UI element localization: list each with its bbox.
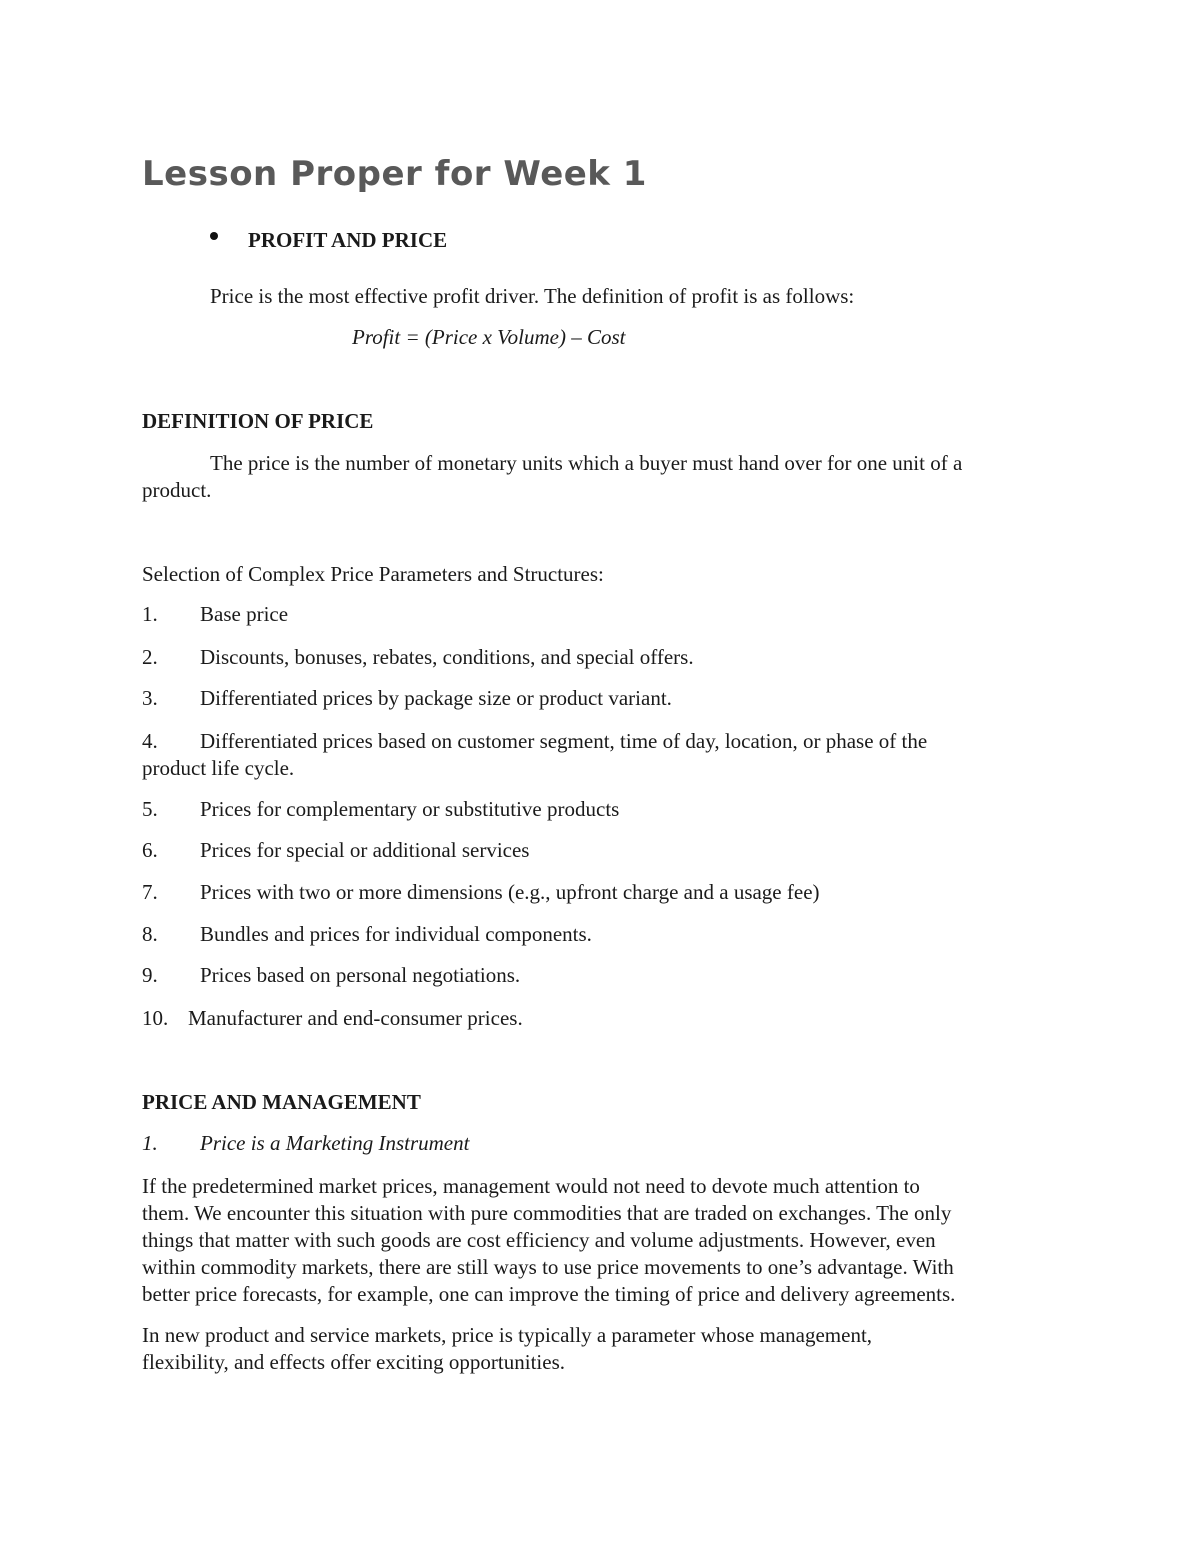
paragraph-line: If the predetermined market prices, management would not need to devote much attention to xyxy=(142,1174,920,1198)
paragraph-line: flexibility, and effects offer exciting opportunities. xyxy=(142,1350,565,1374)
subsection-title: Price is a Marketing Instrument xyxy=(200,1131,470,1155)
section-heading-price-and-management: PRICE AND MANAGEMENT xyxy=(142,1090,421,1114)
list-item-number: 10. xyxy=(142,1006,169,1030)
price-definition: The price is the number of monetary units which a buyer must hand over for one unit of a xyxy=(210,451,963,475)
price-definition-cont: product. xyxy=(142,478,212,502)
paragraph-line: within commodity markets, there are still ways to use price movements to one’s advantage. With xyxy=(142,1255,954,1279)
list-item: Prices for special or additional services xyxy=(200,838,530,862)
list-item: Prices with two or more dimensions (e.g., upfront charge and a usage fee) xyxy=(200,880,820,904)
list-item-number: 1. xyxy=(142,602,158,626)
list-item-number: 2. xyxy=(142,645,158,669)
paragraph-line: In new product and service markets, price is typically a parameter whose management, xyxy=(142,1323,873,1347)
page-title: Lesson Proper for Week 1 xyxy=(142,154,647,194)
list-item-number: 7. xyxy=(142,880,158,904)
list-item: Base price xyxy=(200,602,289,626)
list-item-number: 3. xyxy=(142,686,158,710)
list-item: Manufacturer and end-consumer prices. xyxy=(188,1006,523,1030)
list-item-number: 8. xyxy=(142,922,158,946)
paragraph-line: better price forecasts, for example, one can improve the timing of price and delivery agreements. xyxy=(142,1282,956,1306)
section-heading-definition-of-price: DEFINITION OF PRICE xyxy=(142,409,374,433)
list-item: Prices based on personal negotiations. xyxy=(200,963,521,987)
subsection-number: 1. xyxy=(142,1131,158,1155)
list-item: Differentiated prices by package size or product variant. xyxy=(200,686,672,710)
list-item-number: 4. xyxy=(142,729,158,753)
list-item-number: 5. xyxy=(142,797,158,821)
paragraph-line: them. We encounter this situation with pure commodities that are traded on exchanges. The only xyxy=(142,1201,952,1225)
list-item: Bundles and prices for individual components. xyxy=(200,922,592,946)
paragraph-line: things that matter with such goods are cost efficiency and volume adjustments. However, even xyxy=(142,1228,936,1252)
list-item: Prices for complementary or substitutive products xyxy=(200,797,620,821)
profit-formula: Profit = (Price x Volume) – Cost xyxy=(352,325,626,349)
list-item-number: 6. xyxy=(142,838,158,862)
parameters-lead: Selection of Complex Price Parameters and Structures: xyxy=(142,562,604,586)
section-heading-profit-and-price: PROFIT AND PRICE xyxy=(248,228,448,252)
list-item: Differentiated prices based on customer segment, time of day, location, or phase of the xyxy=(200,729,928,753)
list-item: Discounts, bonuses, rebates, conditions, and special offers. xyxy=(200,645,694,669)
list-item-number: 9. xyxy=(142,963,158,987)
list-item-cont: product life cycle. xyxy=(142,756,295,780)
profit-intro: Price is the most effective profit driver. The definition of profit is as follows: xyxy=(210,284,855,308)
bullet-icon xyxy=(210,232,218,240)
